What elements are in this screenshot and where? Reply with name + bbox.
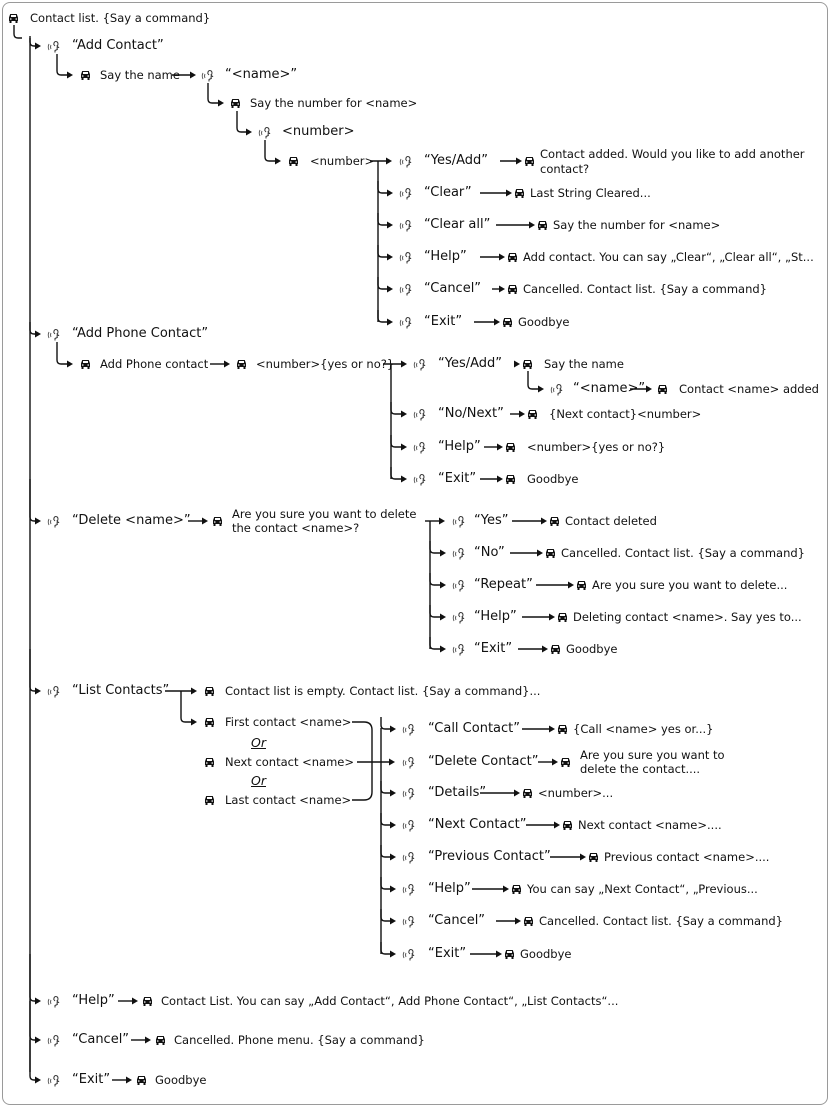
list-option-cmd: “Help” — [428, 881, 471, 896]
number-yes-no-prompt: <number>{yes or no?} — [256, 357, 395, 371]
last-contact: Last contact <name> — [225, 793, 352, 807]
car-system-icon — [80, 359, 91, 369]
list-option-cmd: “Previous Contact” — [428, 849, 551, 864]
car-system-icon — [204, 757, 215, 767]
arrow-head — [494, 319, 500, 326]
car-system-icon — [204, 717, 215, 727]
voice-command-icon — [402, 756, 416, 769]
add-contact-option-cmd: “Yes/Add” — [424, 153, 489, 168]
connector-line — [381, 717, 391, 729]
arrow-head — [401, 411, 407, 418]
voice-command-icon — [452, 515, 466, 528]
list-option-resp: Next contact <name>.... — [578, 818, 722, 832]
list-option-cmd: “Next Contact” — [428, 817, 527, 832]
arrow-head — [646, 386, 652, 393]
car-system-icon — [511, 884, 522, 894]
delete-option-resp: Goodbye — [566, 642, 618, 656]
car-system-icon — [537, 220, 548, 230]
delete-prompt: Are you sure you want to delete — [232, 507, 417, 521]
arrow-head — [514, 790, 520, 797]
arrow-head — [390, 790, 396, 797]
add-contact-option-resp: Goodbye — [518, 315, 570, 329]
help-resp: Contact List. You can say „Add Contact“, Add Phone Contact“, „List Contacts“... — [161, 994, 619, 1008]
voice-command-icon — [402, 819, 416, 832]
phone-name-cmd: “<name>” — [573, 381, 646, 396]
arrow-head — [390, 822, 396, 829]
arrow-head — [580, 854, 586, 861]
car-system-icon — [136, 1075, 147, 1085]
connector-line — [381, 909, 391, 921]
arrow-head — [246, 129, 252, 136]
arrow-head — [35, 998, 41, 1005]
add-contact-option-cmd: “Exit” — [424, 314, 463, 329]
arrow-head — [496, 951, 502, 958]
add-phone-option-cmd: “Help” — [438, 439, 481, 454]
connector-line — [30, 479, 36, 521]
list-option-resp: Previous contact <name>.... — [604, 850, 770, 864]
arrow-head — [390, 726, 396, 733]
connector-line — [14, 25, 22, 38]
list-option-cmd: “Cancel” — [428, 913, 486, 928]
voice-command-icon — [399, 219, 413, 232]
first-contact: First contact <name> — [225, 715, 352, 729]
connector-line — [237, 111, 247, 132]
add-phone-option-resp: <number>{yes or no?} — [527, 440, 666, 454]
delete-option-resp: Contact deleted — [565, 514, 657, 528]
arrow-head — [67, 361, 73, 368]
arrow-head — [390, 886, 396, 893]
delete-option-resp: Are you sure you want to delete... — [592, 578, 788, 592]
arrow-head — [554, 822, 560, 829]
next-contact: Next contact <name> — [225, 755, 355, 769]
car-system-icon — [562, 820, 573, 830]
contact-added-resp: Contact <name> added — [679, 382, 819, 396]
say-number-prompt: Say the number for <name> — [250, 96, 418, 110]
voice-command-icon — [402, 883, 416, 896]
car-system-icon — [523, 916, 534, 926]
arrow-head — [499, 286, 505, 293]
connector-line — [391, 402, 402, 414]
connector-line — [30, 954, 36, 1001]
car-system-icon — [204, 686, 215, 696]
arrow-head — [440, 646, 446, 653]
arrow-head — [387, 319, 393, 326]
arrow-head — [440, 614, 446, 621]
add-contact-option-resp: contact? — [540, 162, 590, 176]
car-system-icon — [576, 580, 587, 590]
car-system-icon — [557, 724, 568, 734]
voice-command-icon — [413, 408, 427, 421]
add-contact-option-cmd: “Cancel” — [424, 281, 482, 296]
exit-cmd: “Exit” — [72, 1072, 111, 1087]
add-contact-option-resp: Last String Cleared... — [530, 186, 651, 200]
connector-line — [30, 649, 36, 691]
arrow-head — [35, 688, 41, 695]
car-system-icon — [657, 384, 668, 394]
number-prompt: <number> — [310, 154, 375, 168]
arrow-head — [529, 222, 535, 229]
voice-command-icon — [399, 187, 413, 200]
arrow-head — [35, 1037, 41, 1044]
arrow-head — [552, 759, 558, 766]
arrow-head — [538, 386, 544, 393]
connector-line — [57, 54, 68, 75]
connector-line — [57, 342, 68, 364]
list-contacts-cmd: “List Contacts” — [72, 683, 170, 698]
cancel-cmd: “Cancel” — [72, 1032, 130, 1047]
car-system-icon — [560, 757, 571, 767]
arrow-head — [542, 646, 548, 653]
arrow-head — [439, 518, 445, 525]
add-contact-option-resp: Cancelled. Contact list. {Say a command} — [523, 282, 767, 296]
arrow-head — [218, 100, 224, 107]
arrow-head — [499, 254, 505, 261]
connector-line — [381, 781, 391, 793]
arrow-head — [390, 918, 396, 925]
voice-command-icon — [399, 155, 413, 168]
number-cmd: <number> — [282, 124, 355, 139]
arrow-head — [549, 614, 555, 621]
connector-line — [381, 877, 391, 889]
voice-command-icon — [452, 547, 466, 560]
arrow-head — [516, 158, 522, 165]
delete-option-resp: Cancelled. Contact list. {Say a command} — [561, 546, 805, 560]
list-option-cmd: “Exit” — [428, 946, 467, 961]
add-phone-prompt: Add Phone contact — [100, 357, 209, 371]
voice-command-icon — [399, 283, 413, 296]
voice-command-icon — [402, 915, 416, 928]
arrow-head — [440, 550, 446, 557]
add-phone-option-resp: {Next contact}<number> — [549, 407, 702, 421]
voice-command-icon — [47, 328, 61, 341]
car-system-icon — [588, 852, 599, 862]
car-system-icon — [522, 788, 533, 798]
arrow-head — [440, 582, 446, 589]
arrow-head — [191, 719, 197, 726]
car-system-icon — [288, 156, 299, 166]
arrow-head — [35, 1077, 41, 1084]
delete-option-cmd: “Help” — [474, 609, 517, 624]
connector-line — [381, 845, 391, 857]
add-phone-option-resp: Say the name — [544, 357, 624, 371]
voice-command-icon — [452, 611, 466, 624]
arrow-head — [401, 361, 407, 368]
add-phone-option-resp: Goodbye — [527, 472, 579, 486]
add-contact-option-resp: Add contact. You can say „Clear“, „Clear all“, „St... — [523, 250, 814, 264]
add-contact-option-cmd: “Clear all” — [424, 217, 491, 232]
connector-line — [381, 813, 391, 825]
car-system-icon — [522, 359, 533, 369]
car-system-icon — [514, 188, 525, 198]
add-contact-cmd: “Add Contact” — [72, 38, 164, 53]
arrow-head — [514, 361, 520, 368]
car-system-icon — [212, 516, 223, 526]
arrow-head — [506, 190, 512, 197]
connector-line — [30, 1040, 36, 1080]
list-option-resp: You can say „Next Contact“, „Previous... — [527, 882, 758, 896]
voice-command-icon — [47, 515, 61, 528]
voice-command-icon — [399, 316, 413, 329]
car-system-icon — [524, 156, 535, 166]
root-prompt: Contact list. {Say a command} — [30, 11, 211, 25]
car-system-icon — [549, 516, 560, 526]
add-phone-option-cmd: “Exit” — [438, 471, 477, 486]
list-option-resp: {Call <name> yes or...} — [573, 722, 714, 736]
car-system-icon — [505, 474, 516, 484]
voice-command-icon — [452, 643, 466, 656]
add-contact-option-resp: Contact added. Would you like to add another — [540, 147, 805, 161]
car-system-icon — [505, 442, 516, 452]
arrow-head — [35, 331, 41, 338]
delete-option-cmd: “Yes” — [474, 513, 509, 528]
arrow-head — [35, 518, 41, 525]
voice-command-icon — [402, 787, 416, 800]
connector-line — [378, 277, 388, 289]
arrow-head — [401, 476, 407, 483]
arrow-head — [541, 518, 547, 525]
car-system-icon — [155, 1035, 166, 1045]
car-system-icon — [557, 612, 568, 622]
list-option-resp: delete the contact.... — [580, 762, 701, 776]
list-option-cmd: “Delete Contact” — [428, 754, 539, 769]
voice-command-icon — [402, 851, 416, 864]
voice-command-icon — [47, 1074, 61, 1087]
list-option-cmd: “Details” — [428, 785, 487, 800]
connector-line — [391, 467, 402, 479]
car-system-icon — [550, 644, 561, 654]
car-system-icon — [80, 70, 91, 80]
add-contact-option-cmd: “Help” — [424, 249, 467, 264]
delete-option-cmd: “Repeat” — [474, 577, 533, 592]
arrow-head — [497, 444, 503, 451]
connector-line — [378, 310, 388, 322]
delete-option-resp: Deleting contact <name>. Say yes to... — [573, 610, 802, 624]
arrow-head — [503, 886, 509, 893]
voice-command-icon — [399, 251, 413, 264]
voice-command-icon — [413, 473, 427, 486]
car-system-icon — [204, 795, 215, 805]
connector-line — [378, 181, 388, 193]
voice-command-icon — [413, 358, 427, 371]
arrow-head — [191, 688, 197, 695]
car-system-icon — [507, 284, 518, 294]
delete-prompt: the contact <name>? — [232, 521, 360, 535]
car-system-icon — [8, 13, 19, 23]
list-option-resp: Goodbye — [520, 947, 572, 961]
list-option-resp: <number>... — [538, 786, 614, 800]
voice-command-icon — [47, 995, 61, 1008]
connector-line — [430, 541, 441, 553]
car-system-icon — [504, 949, 515, 959]
arrow-head — [568, 582, 574, 589]
list-option-resp: Are you sure you want to — [580, 748, 725, 762]
connector-line — [430, 637, 441, 649]
connector-line — [208, 83, 219, 103]
or-label: Or — [251, 773, 266, 788]
connector-line — [381, 942, 391, 954]
connector-line — [430, 573, 441, 585]
voice-command-icon — [413, 441, 427, 454]
arrow-head — [132, 998, 138, 1005]
or-label: Or — [251, 735, 266, 750]
voice-command-icon — [452, 579, 466, 592]
say-name-prompt: Say the name — [100, 68, 180, 82]
voice-command-icon — [47, 1034, 61, 1047]
connector-line — [391, 435, 402, 447]
arrow-head — [387, 254, 393, 261]
arrow-head — [519, 411, 525, 418]
arrow-head — [145, 1037, 151, 1044]
arrow-head — [67, 72, 73, 79]
arrow-head — [390, 951, 396, 958]
voice-command-icon — [258, 126, 272, 139]
car-system-icon — [502, 317, 513, 327]
car-system-icon — [507, 252, 518, 262]
arrow-head — [387, 286, 393, 293]
delete-option-cmd: “Exit” — [474, 641, 513, 656]
arrow-head — [126, 1077, 132, 1084]
car-system-icon — [236, 359, 247, 369]
voice-command-icon — [402, 723, 416, 736]
connector-line — [430, 605, 441, 617]
voice-command-icon — [47, 685, 61, 698]
list-empty-resp: Contact list is empty. Contact list. {Say a command}... — [225, 684, 541, 698]
arrow-head — [387, 222, 393, 229]
add-phone-option-cmd: “No/Next” — [438, 406, 504, 421]
connector-line — [352, 722, 372, 800]
arrow-head — [401, 444, 407, 451]
connector-line — [30, 1001, 36, 1040]
voice-command-icon — [201, 69, 215, 82]
exit-resp: Goodbye — [155, 1073, 207, 1087]
arrow-head — [549, 726, 555, 733]
help-cmd: “Help” — [72, 993, 115, 1008]
name-cmd: “<name>” — [225, 67, 298, 82]
car-system-icon — [230, 98, 241, 108]
arrow-head — [497, 476, 503, 483]
add-contact-option-resp: Say the number for <name> — [553, 218, 721, 232]
car-system-icon — [545, 548, 556, 558]
arrow-head — [389, 759, 395, 766]
connector-line — [528, 371, 539, 389]
connector-line — [181, 691, 192, 722]
arrow-head — [390, 854, 396, 861]
connector-line — [265, 140, 276, 161]
voice-command-icon — [47, 40, 61, 53]
delete-option-cmd: “No” — [474, 545, 505, 560]
delete-cmd: “Delete <name>” — [72, 513, 191, 528]
arrow-head — [275, 158, 281, 165]
list-option-cmd: “Call Contact” — [428, 721, 520, 736]
connector-line — [378, 245, 388, 257]
arrow-head — [202, 518, 208, 525]
add-phone-option-cmd: “Yes/Add” — [438, 356, 503, 371]
voice-command-icon — [550, 383, 564, 396]
arrow-head — [35, 43, 41, 50]
connector-line — [378, 213, 388, 225]
voice-command-icon — [402, 948, 416, 961]
add-phone-contact-cmd: “Add Phone Contact” — [72, 326, 209, 341]
car-system-icon — [142, 996, 153, 1006]
car-system-icon — [527, 409, 538, 419]
arrow-head — [190, 72, 196, 79]
arrow-head — [224, 361, 230, 368]
add-contact-option-cmd: “Clear” — [424, 185, 472, 200]
cancel-resp: Cancelled. Phone menu. {Say a command} — [174, 1033, 425, 1047]
arrow-head — [387, 190, 393, 197]
list-option-resp: Cancelled. Contact list. {Say a command} — [539, 914, 783, 928]
arrow-head — [386, 158, 392, 165]
arrow-head — [537, 550, 543, 557]
arrow-head — [515, 918, 521, 925]
